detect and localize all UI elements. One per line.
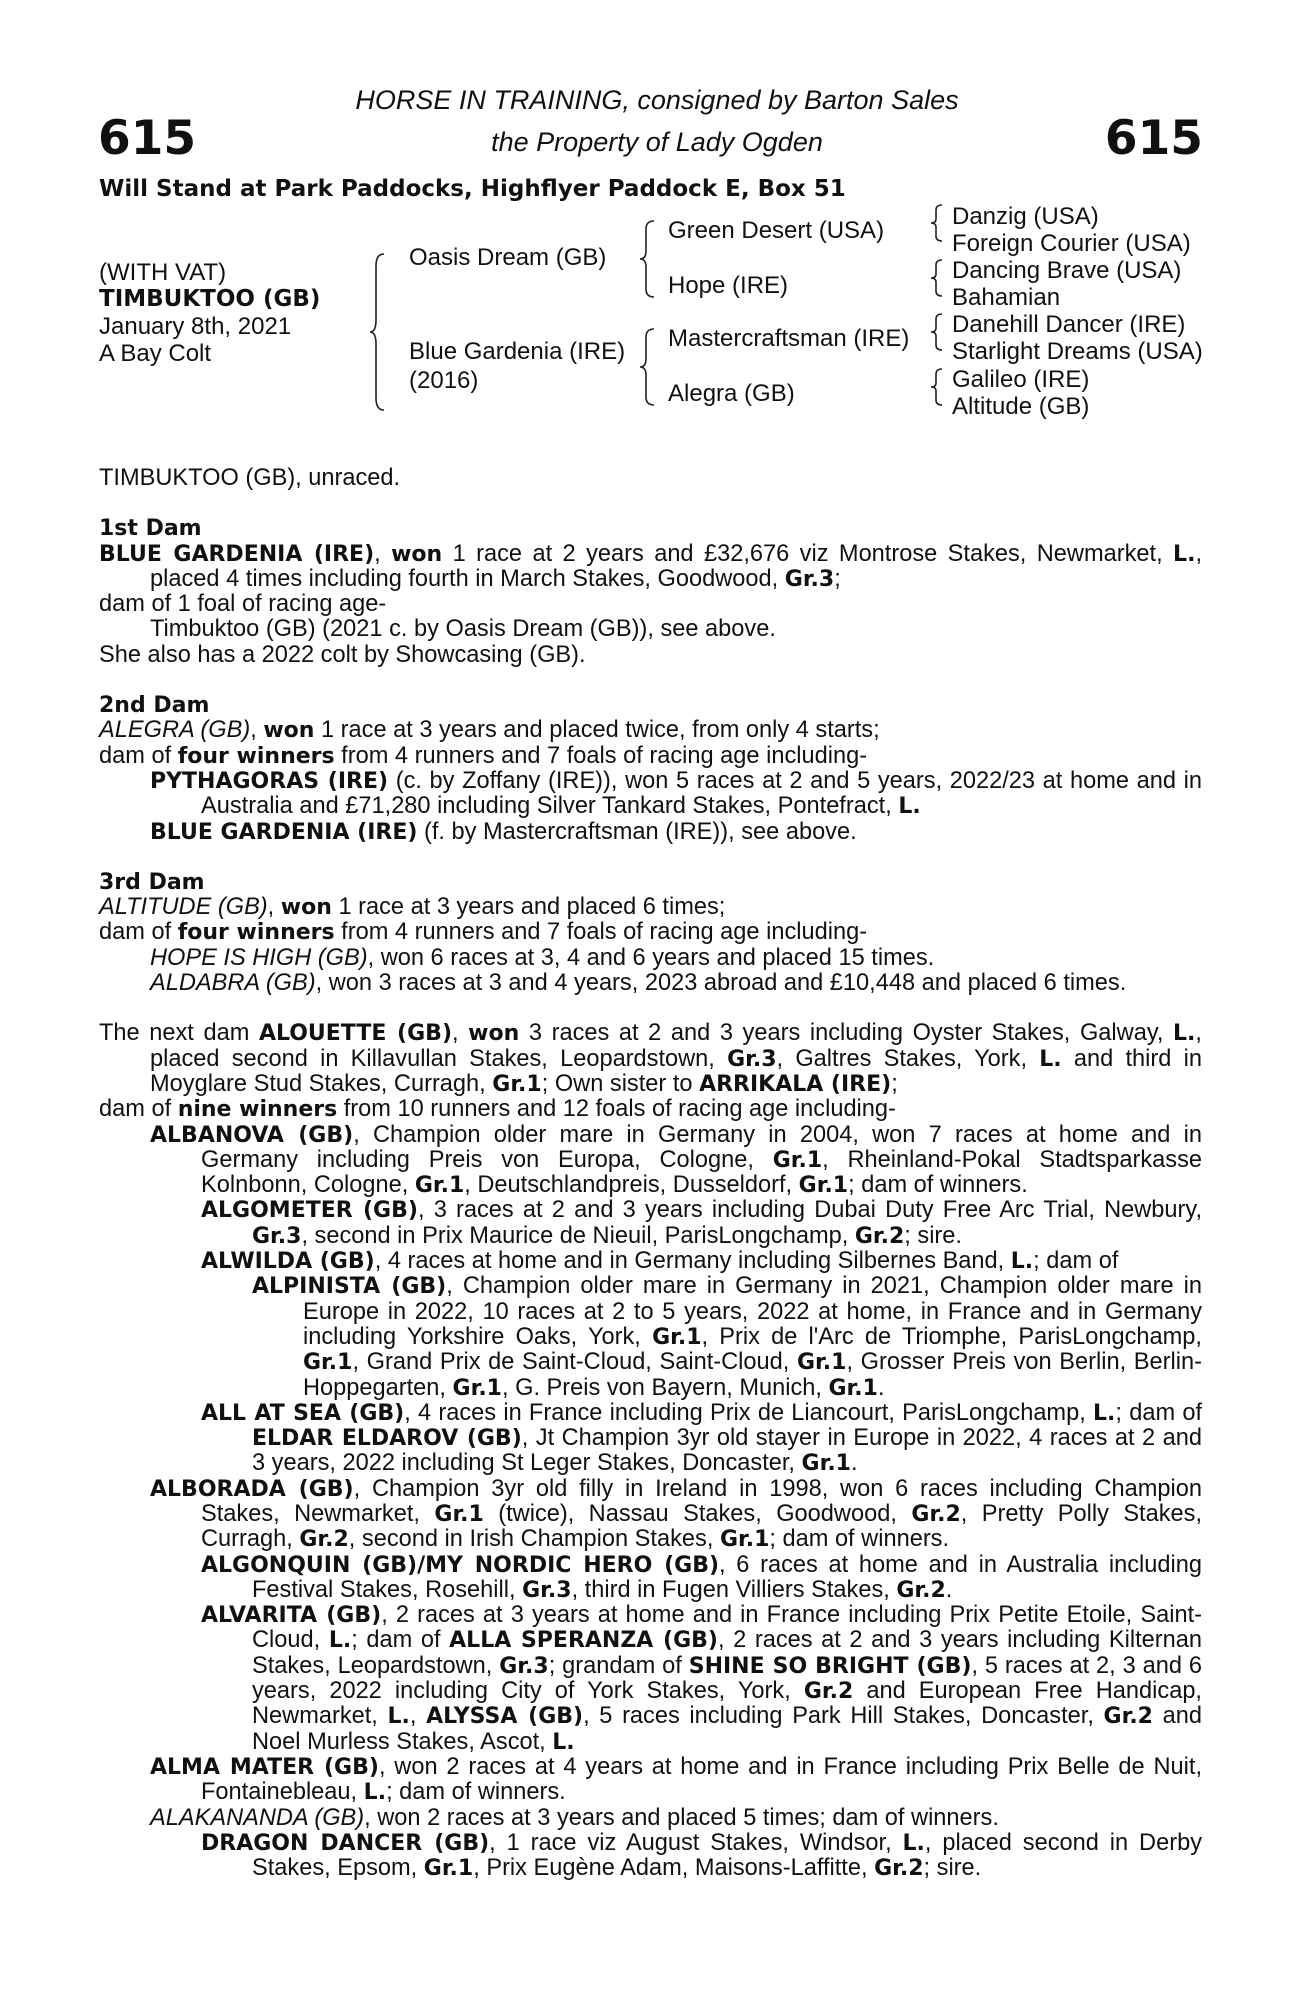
text-run: , Deutschlandpreis, Dusseldorf,: [464, 1172, 799, 1199]
italic-text: ALTITUDE (GB): [99, 894, 268, 921]
text-run: , placed second in Killavullan Stakes, Leopardstown,: [150, 1020, 1202, 1072]
pedigree-brace-1: [368, 252, 388, 412]
text-run: , Prix Eugène Adam, Maisons-Laffitte,: [473, 1855, 875, 1882]
text-run: ,: [250, 717, 264, 744]
next-dam-record: [99, 1021, 1202, 1097]
text-run: ,: [267, 894, 281, 921]
bold-text: Gr.1: [492, 1071, 542, 1097]
produce-alvarita: [99, 1603, 1202, 1755]
consignment-line: HORSE IN TRAINING, consigned by Barton Sales: [355, 85, 959, 115]
foaling-date: January 8th, 2021: [99, 313, 292, 340]
bold-text: ALYSSA (GB): [426, 1704, 584, 1730]
text-run: , 6 races at home and in Australia including Festival Stakes, Rosehill,: [252, 1551, 1202, 1603]
sire-dam: Hope (IRE): [668, 272, 789, 299]
bold-text: ALWILDA (GB): [201, 1249, 375, 1275]
lot-number-left: 615: [98, 111, 197, 166]
bold-text: Gr.1: [652, 1324, 702, 1350]
text-run: ;: [834, 565, 841, 592]
text-run: , second in Prix Maurice de Nieuil, ParisLongchamp,: [301, 1222, 855, 1249]
text-run: , 2 races at 2 and 3 years including Kilternan Stakes, Leopardstown,: [252, 1627, 1202, 1679]
bold-text: four winners: [177, 743, 335, 769]
text-run: 1 race at 2 years and £32,676 viz Montrose Stakes, Newmarket,: [442, 540, 1174, 567]
text-run: ; dam of winners.: [848, 1172, 1028, 1199]
text-run: , Rheinland-Pokal Stadtsparkasse Kolnbonn, Cologne,: [201, 1146, 1202, 1199]
bold-text: BLUE GARDENIA (IRE): [150, 819, 418, 845]
third-dam-heading: 3rd Dam: [99, 869, 205, 895]
text-run: .: [945, 1576, 953, 1603]
produce-algometer: [99, 1198, 1202, 1249]
produce-alwilda: [99, 1249, 1202, 1274]
pedigree-brace-3: [638, 327, 658, 407]
text-run: and European Free Handicap, Newmarket,: [252, 1678, 1202, 1730]
text-run: ; dam of winners.: [769, 1526, 950, 1553]
text-run: dam of: [99, 919, 178, 946]
text-run: and third in Moyglare Stud Stakes, Curragh,: [150, 1045, 1202, 1097]
gen3-7: Galileo (IRE): [952, 366, 1090, 393]
text-run: , 5 races at 2, 3 and 6 years, 2022 including City of York Stakes, York,: [252, 1652, 1202, 1705]
text-run: (f. by Mastercraftsman (IRE)), see above.: [417, 818, 857, 845]
text-run: , placed second in Derby Stakes, Epsom,: [252, 1829, 1202, 1882]
bold-text: Gr.1: [434, 1501, 484, 1527]
text-run: ; dam of winners.: [386, 1779, 566, 1806]
sire: Oasis Dream (GB): [409, 244, 607, 271]
bold-text: Gr.1: [303, 1350, 353, 1376]
bold-text: BLUE GARDENIA (IRE): [99, 541, 375, 567]
produce-all-at-sea: [99, 1401, 1202, 1477]
pedigree-brace-6: [929, 312, 945, 352]
next-dam-foals: [99, 1097, 1202, 1122]
pedigree-brace-4: [929, 203, 945, 243]
second-dam-heading: 2nd Dam: [99, 693, 210, 719]
text-run: ,: [452, 1020, 469, 1047]
gen3-8: Altitude (GB): [952, 393, 1090, 420]
bold-text: L.: [1173, 541, 1196, 567]
bold-text: Gr.2: [299, 1527, 349, 1553]
text-run: .: [877, 1374, 885, 1401]
bold-text: SHINE SO BRIGHT (GB): [688, 1653, 972, 1679]
text-run: , Grosser Preis von Berlin, Berlin-Hoppegarten,: [303, 1349, 1202, 1401]
bold-text: L.: [902, 1830, 925, 1856]
bold-text: Gr.2: [874, 1856, 924, 1882]
horse-name: TIMBUKTOO (GB): [99, 286, 321, 312]
bold-text: won: [391, 541, 443, 567]
text-run: , 1 race viz August Stakes, Windsor,: [489, 1829, 903, 1856]
third-dam-produce-2: [99, 971, 1202, 996]
pedigree-brace-7: [929, 367, 945, 407]
text-run: , 2 races at 3 years at home and in France including Prix Petite Etoile, Saint-Cloud,: [252, 1602, 1202, 1654]
bold-text: Gr.2: [911, 1501, 961, 1527]
text-run: ; grandam of: [548, 1652, 689, 1679]
text-run: , Champion older mare in Germany in 2021, Champion older mare in Europe in 2022, 10 races at 2 to 5 years, 2022 at home, in France and in Germany including Yorkshire Oaks, York,: [303, 1273, 1203, 1350]
produce-alborada: [99, 1477, 1202, 1553]
bold-text: L.: [1173, 1021, 1196, 1047]
text-run: , 3 races at 2 and 3 years including Dubai Duty Free Arc Trial, Newbury,: [417, 1197, 1203, 1224]
bold-text: ALGONQUIN (GB)/MY NORDIC HERO (GB): [201, 1552, 720, 1578]
text-run: , G. Preis von Bayern, Munich,: [501, 1374, 829, 1401]
text-run: dam of: [99, 742, 178, 769]
first-dam-foals: dam of 1 foal of racing age-: [99, 591, 387, 618]
text-run: from 4 runners and 7 foals of racing age including-: [334, 742, 868, 769]
text-run: , second in Irish Champion Stakes,: [348, 1526, 720, 1553]
bold-text: L.: [387, 1704, 410, 1730]
bold-text: Gr.3: [522, 1577, 572, 1603]
bold-text: Gr.2: [896, 1577, 946, 1603]
produce-alma-mater: [99, 1755, 1202, 1806]
text-run: .: [850, 1450, 858, 1477]
text-run: , 4 races at home and in Germany including Silbernes Band,: [374, 1248, 1011, 1275]
text-run: , Champion older mare in Germany in 2004, won 7 races at home and in Germany including Preis von Europa, Cologne,: [201, 1121, 1202, 1173]
bold-text: ALOUETTE (GB): [258, 1021, 452, 1047]
text-run: , placed 4 times including fourth in March Stakes, Goodwood,: [150, 540, 1202, 592]
dam-year: (2016): [409, 367, 479, 394]
bold-text: Gr.1: [828, 1375, 878, 1401]
gen3-1: Danzig (USA): [952, 203, 1099, 230]
text-run: ,: [409, 1703, 427, 1730]
bold-text: Gr.3: [727, 1046, 777, 1072]
bold-text: ARRIKALA (IRE): [699, 1071, 892, 1097]
bold-text: L.: [552, 1729, 575, 1755]
second-dam-record: [99, 718, 1202, 743]
bold-text: Gr.1: [797, 1350, 847, 1376]
second-dam-produce-2: [99, 820, 1202, 845]
text-run: , third in Fugen Villiers Stakes,: [571, 1576, 897, 1603]
bold-text: Gr.1: [452, 1375, 502, 1401]
bold-text: four winners: [177, 920, 335, 946]
first-dam-heading: 1st Dam: [99, 516, 202, 542]
vat-label: (WITH VAT): [99, 259, 227, 286]
gen3-4: Bahamian: [952, 284, 1061, 311]
bold-text: ALBANOVA (GB): [150, 1122, 354, 1148]
dam-dam: Alegra (GB): [668, 380, 795, 407]
italic-text: ALAKANANDA (GB): [150, 1804, 365, 1831]
dam-sire: Mastercraftsman (IRE): [668, 325, 910, 352]
text-run: , won 2 races at 3 years and placed 5 times; dam of winners.: [364, 1804, 999, 1831]
produce-algonquin: [99, 1553, 1202, 1604]
text-run: dam of: [99, 1096, 178, 1123]
lot-number-right: 615: [1104, 111, 1203, 166]
bold-text: Gr.2: [1103, 1704, 1153, 1730]
text-run: , Grand Prix de Saint-Cloud, Saint-Cloud,: [352, 1349, 797, 1376]
bold-text: won: [468, 1021, 520, 1047]
stand-location: Will Stand at Park Paddocks, Highflyer Paddock E, Box 51: [99, 176, 846, 202]
bold-text: ALMA MATER (GB): [150, 1754, 379, 1780]
bold-text: ALLA SPERANZA (GB): [449, 1628, 718, 1654]
bold-text: Gr.3: [784, 566, 835, 592]
gen3-5: Danehill Dancer (IRE): [952, 311, 1186, 338]
bold-text: L.: [1093, 1400, 1116, 1426]
text-run: 3 races at 2 and 3 years including Oyster Stakes, Galway,: [519, 1020, 1174, 1047]
bold-text: L.: [898, 794, 921, 820]
text-run: from 4 runners and 7 foals of racing age including-: [334, 919, 868, 946]
pedigree-brace-5: [929, 258, 945, 298]
text-run: 1 race at 3 years and placed twice, from only 4 starts;: [314, 717, 880, 744]
bold-text: L.: [1039, 1046, 1062, 1072]
text-run: ; dam of: [1033, 1248, 1119, 1275]
text-run: ; dam of: [351, 1627, 450, 1654]
catalogue-body: [99, 466, 1202, 1881]
sire-sire: Green Desert (USA): [668, 217, 885, 244]
bold-text: ALL AT SEA (GB): [201, 1400, 405, 1426]
text-run: , won 3 races at 3 and 4 years, 2023 abroad and £10,448 and placed 6 times.: [315, 970, 1127, 997]
bold-text: Gr.1: [798, 1173, 849, 1199]
bold-text: Gr.2: [854, 1223, 905, 1249]
italic-text: ALEGRA (GB): [99, 717, 251, 744]
text-run: , won 2 races at 4 years at home and in France including Prix Belle de Nuit, Fontainebleau,: [201, 1753, 1202, 1806]
bold-text: Gr.2: [803, 1679, 854, 1705]
bold-text: ALVARITA (GB): [201, 1603, 382, 1629]
second-dam-produce-1: [99, 769, 1202, 820]
text-run: from 10 runners and 12 foals of racing age including-: [337, 1096, 896, 1123]
bold-text: Gr.1: [414, 1173, 465, 1199]
text-run: , Galtres Stakes, York,: [776, 1045, 1040, 1072]
text-run: , Pretty Polly Stakes, Curragh,: [201, 1500, 1203, 1553]
bold-text: Gr.1: [772, 1147, 823, 1173]
text-run: , 5 races including Park Hill Stakes, Doncaster,: [583, 1703, 1104, 1730]
text-run: ; sire.: [923, 1855, 982, 1882]
bold-text: Gr.1: [801, 1451, 851, 1477]
text-run: , Champion 3yr old filly in Ireland in 1998, won 6 races including Champion Stakes, Newmarket,: [201, 1475, 1202, 1527]
text-run: ; dam of: [1115, 1399, 1203, 1426]
text-run: and Noel Murless Stakes, Ascot,: [252, 1703, 1202, 1755]
third-dam-produce-1: [99, 946, 1202, 971]
bold-text: Gr.3: [252, 1223, 302, 1249]
bold-text: PYTHAGORAS (IRE): [150, 768, 389, 794]
first-dam-record: [99, 542, 1202, 593]
produce-alakananda: [99, 1806, 1202, 1831]
produce-albanova: [99, 1123, 1202, 1199]
dam: Blue Gardenia (IRE): [409, 338, 626, 365]
property-line: the Property of Lady Ogden: [491, 127, 823, 157]
bold-text: won: [280, 895, 332, 921]
first-dam-note: She also has a 2022 colt by Showcasing (GB).: [99, 641, 586, 668]
produce-dragon-dancer: [99, 1831, 1202, 1882]
bold-text: DRAGON DANCER (GB): [201, 1830, 490, 1856]
text-run: , won 6 races at 3, 4 and 6 years and placed 15 times.: [367, 944, 935, 971]
bold-text: L.: [328, 1628, 352, 1654]
bold-text: L.: [1010, 1249, 1034, 1275]
text-run: (twice), Nassau Stakes, Goodwood,: [483, 1500, 912, 1527]
italic-text: ALDABRA (GB): [150, 970, 316, 997]
text-run: ;: [891, 1070, 898, 1097]
text-run: ; sire.: [904, 1222, 962, 1249]
text-run: The next dam: [99, 1020, 259, 1047]
bold-text: Gr.1: [719, 1527, 770, 1553]
text-run: 1 race at 3 years and placed 6 times;: [331, 894, 726, 921]
third-dam-record: [99, 895, 1202, 920]
horse-description: A Bay Colt: [99, 340, 212, 367]
bold-text: ALBORADA (GB): [150, 1476, 354, 1502]
gen3-3: Dancing Brave (USA): [952, 257, 1182, 284]
gen3-2: Foreign Courier (USA): [952, 230, 1191, 257]
text-run: ; Own sister to: [541, 1070, 700, 1097]
text-run: ,: [374, 540, 392, 567]
bold-text: Gr.1: [423, 1856, 474, 1882]
third-dam-foals: [99, 920, 1202, 945]
text-run: , Prix de l'Arc de Triomphe, ParisLongchamp,: [701, 1323, 1202, 1350]
race-summary: TIMBUKTOO (GB), unraced.: [99, 465, 401, 491]
text-run: , 4 races in France including Prix de Liancourt, ParisLongchamp,: [404, 1399, 1094, 1426]
italic-text: HOPE IS HIGH (GB): [150, 944, 368, 971]
bold-text: nine winners: [177, 1097, 338, 1123]
bold-text: ALGOMETER (GB): [201, 1198, 418, 1224]
bold-text: L.: [363, 1780, 387, 1806]
text-run: (c. by Zoffany (IRE)), won 5 races at 2 and 5 years, 2022/23 at home and in Australia and £71,280 including Silver Tankard Stakes, Pontefract,: [201, 767, 1202, 820]
first-dam-produce: Timbuktoo (GB) (2021 c. by Oasis Dream (GB)), see above.: [150, 616, 776, 643]
gen3-6: Starlight Dreams (USA): [952, 338, 1203, 365]
second-dam-foals: [99, 744, 1202, 769]
bold-text: ALPINISTA (GB): [252, 1274, 447, 1300]
pedigree-brace-2: [638, 219, 658, 299]
bold-text: Gr.3: [499, 1653, 549, 1679]
bold-text: ELDAR ELDAROV (GB): [252, 1426, 522, 1452]
produce-alpinista: [99, 1274, 1202, 1400]
text-run: , Jt Champion 3yr old stayer in Europe in 2022, 4 races at 2 and 3 years, 2022 including St Leger Stakes, Doncaster,: [252, 1425, 1202, 1477]
bold-text: won: [263, 718, 315, 744]
